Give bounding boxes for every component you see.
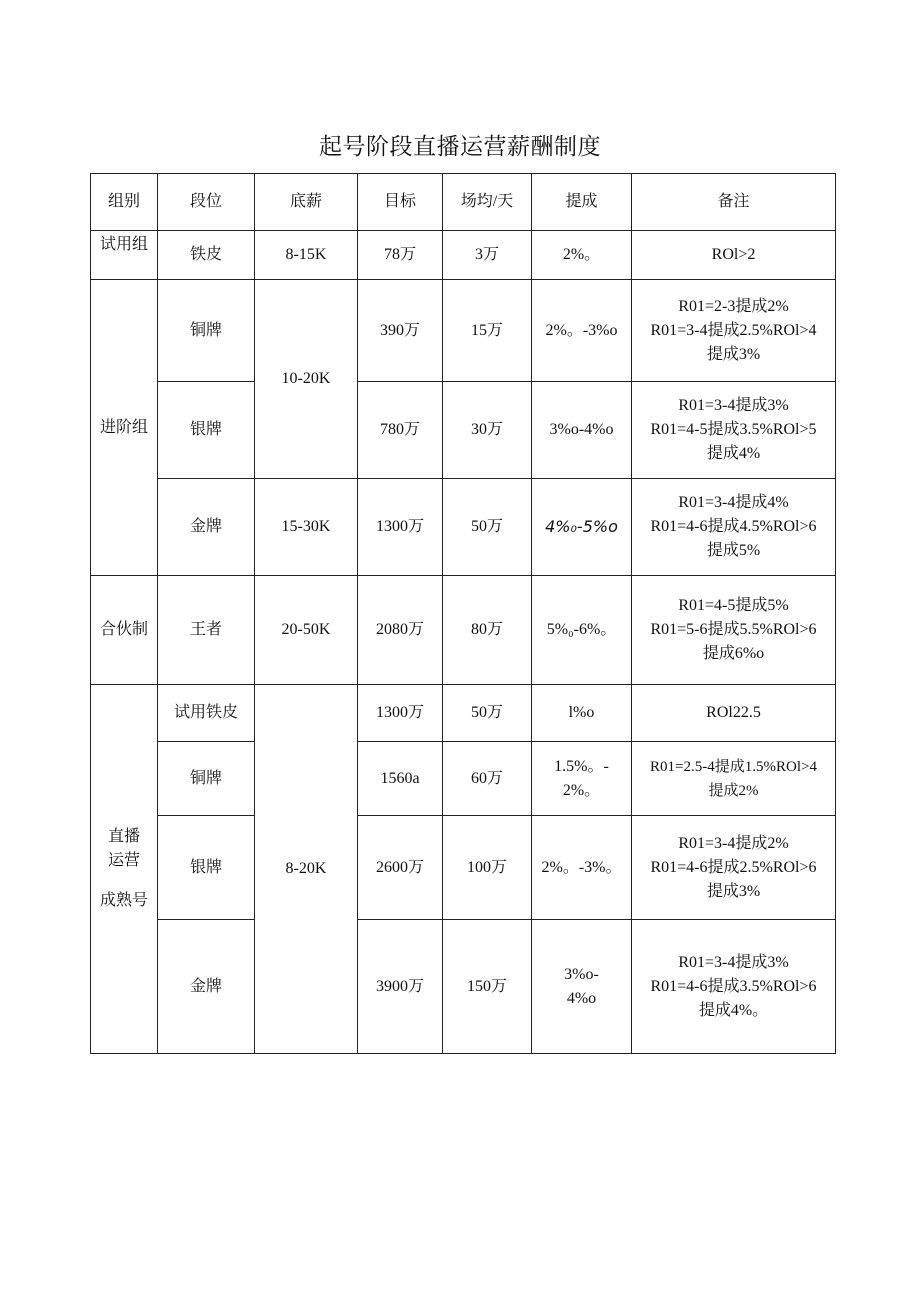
- header-note: 备注: [632, 174, 836, 231]
- note-line: 提成3%: [706, 345, 761, 363]
- note-line: R01=3-4提成3%: [678, 397, 789, 414]
- level-cell: 金牌: [158, 920, 255, 1054]
- avg-cell: 3万: [443, 231, 532, 280]
- note-line: R01=2.5-4提成1.5%ROl>4: [650, 758, 817, 775]
- salary-cell: 20-50K: [255, 576, 358, 685]
- commission-line: 1.5%。-: [554, 757, 609, 775]
- group-line: 运营: [107, 852, 140, 869]
- salary-cell: 15-30K: [255, 479, 358, 576]
- commission-line: 2%。: [562, 781, 601, 799]
- note-line: R01=3-4提成2%: [678, 834, 789, 852]
- note-line: R01=3-4提成2.5%ROl>4: [650, 321, 817, 339]
- avg-cell: 60万: [443, 742, 532, 816]
- avg-cell: 30万: [443, 382, 532, 479]
- table-row: [91, 479, 836, 576]
- target-cell: 2600万: [358, 816, 443, 920]
- target-cell: 2080万: [358, 576, 443, 685]
- note-line: 提成6%o: [702, 645, 765, 662]
- note-cell: [632, 479, 836, 576]
- header-level: 段位: [158, 174, 255, 231]
- note-line: 提成4%: [706, 445, 761, 462]
- table-row: [91, 685, 836, 742]
- level-cell: 银牌: [158, 816, 255, 920]
- note-line: R01=4-6提成4.5%ROl>6: [650, 518, 817, 535]
- level-cell: 铜牌: [158, 742, 255, 816]
- commission-cell: 3%o-4%o: [532, 382, 632, 479]
- note-cell: [632, 280, 836, 382]
- note-cell: [632, 576, 836, 685]
- level-cell: 银牌: [158, 382, 255, 479]
- target-cell: 780万: [358, 382, 443, 479]
- header-avg: 场均/天: [443, 174, 532, 231]
- note-cell: [632, 685, 836, 742]
- level-cell: 金牌: [158, 479, 255, 576]
- commission-cell: l%o: [532, 685, 632, 742]
- salary-cell: 8-15K: [255, 231, 358, 280]
- commission-cell: 4%₀-5%o: [532, 479, 632, 576]
- target-cell: 3900万: [358, 920, 443, 1054]
- table-row: [91, 816, 836, 920]
- note-line: 提成5%: [706, 542, 761, 559]
- commission-cell: 2%。-3%o: [532, 280, 632, 382]
- table-row: [91, 576, 836, 685]
- note-cell: ROl>2: [632, 231, 836, 280]
- note-line: R01=4-5提成5%: [678, 597, 789, 614]
- salary-cell: 10-20K: [255, 280, 358, 479]
- table-row: [91, 920, 836, 1054]
- note-line: R01=3-4提成4%: [678, 494, 789, 511]
- target-cell: 1300万: [358, 479, 443, 576]
- table-row: [91, 742, 836, 816]
- note-line: 提成3%: [706, 882, 761, 900]
- table-row: [91, 231, 836, 280]
- note-line: ROl22.5: [706, 704, 761, 721]
- note-line: 提成2%: [708, 782, 759, 799]
- header-row: [91, 174, 836, 231]
- note-line: R01=4-6提成3.5%ROl>6: [650, 977, 817, 995]
- level-cell: 王者: [158, 576, 255, 685]
- avg-cell: 80万: [443, 576, 532, 685]
- note-line: R01=5-6提成5.5%ROl>6: [650, 621, 817, 638]
- target-cell: 390万: [358, 280, 443, 382]
- avg-cell: 50万: [443, 685, 532, 742]
- note-line: R01=3-4提成3%: [678, 953, 789, 971]
- group-cell: 试用组: [91, 231, 158, 280]
- group-cell: [91, 685, 158, 1054]
- page-title: 起号阶段直播运营薪酬制度: [319, 134, 601, 160]
- header-commission: 提成: [532, 174, 632, 231]
- avg-cell: 150万: [443, 920, 532, 1054]
- table-row: [91, 280, 836, 382]
- note-cell: [632, 382, 836, 479]
- target-cell: 78万: [358, 231, 443, 280]
- commission-line: 4%o: [566, 989, 597, 1007]
- commission-line: 3%o-: [564, 965, 599, 983]
- commission-cell: [532, 742, 632, 816]
- salary-cell: 8-20K: [255, 685, 358, 1054]
- commission-cell: 5%₀-6%。: [532, 576, 632, 685]
- commission-cell: 2%。: [532, 231, 632, 280]
- note-cell: [632, 742, 836, 816]
- level-cell: 试用铁皮: [158, 685, 255, 742]
- header-target: 目标: [358, 174, 443, 231]
- commission-cell: 2%。-3%。: [532, 816, 632, 920]
- group-line: 成熟号: [99, 892, 148, 909]
- table-row: [91, 382, 836, 479]
- note-cell: [632, 920, 836, 1054]
- target-cell: 1560a: [358, 742, 443, 816]
- note-line: R01=2-3提成2%: [678, 297, 789, 315]
- header-group: 组别: [91, 174, 158, 231]
- note-cell: [632, 816, 836, 920]
- avg-cell: 100万: [443, 816, 532, 920]
- target-cell: 1300万: [358, 685, 443, 742]
- note-line: R01=4-6提成2.5%ROl>6: [650, 858, 817, 876]
- avg-cell: 50万: [443, 479, 532, 576]
- header-salary: 底薪: [255, 174, 358, 231]
- note-line: R01=4-5提成3.5%ROl>5: [650, 421, 817, 438]
- commission-cell: [532, 920, 632, 1054]
- group-cell: 合伙制: [91, 576, 158, 685]
- group-line: 直播: [107, 828, 140, 845]
- avg-cell: 15万: [443, 280, 532, 382]
- level-cell: 铜牌: [158, 280, 255, 382]
- level-cell: 铁皮: [158, 231, 255, 280]
- note-line: 提成4%。: [698, 1001, 769, 1019]
- salary-table: [90, 173, 836, 1054]
- group-cell: 进阶组: [91, 280, 158, 576]
